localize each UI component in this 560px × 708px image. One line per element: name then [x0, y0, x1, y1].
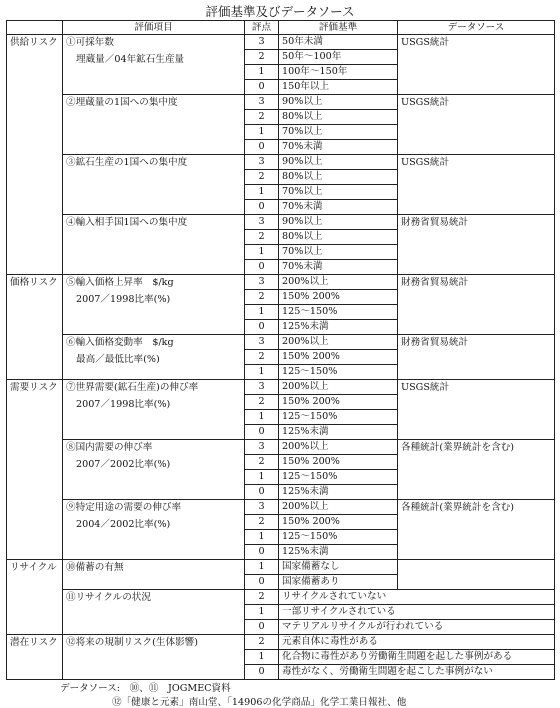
- criterion-cell: 70%未満: [279, 260, 398, 275]
- criterion-cell: 200%以上: [279, 440, 398, 455]
- header-criteria: 評価基準: [279, 21, 398, 35]
- score-cell: 3: [245, 155, 279, 170]
- score-cell: 3: [245, 335, 279, 350]
- score-cell: 1: [245, 470, 279, 485]
- data-source-cell: USGS統計: [398, 35, 555, 95]
- header-category: [7, 21, 63, 35]
- risk-category: 供給リスク: [7, 35, 63, 275]
- criterion-cell: 125～150%: [279, 470, 398, 485]
- item-formula: 2004／2002比率(%): [76, 519, 171, 530]
- score-cell: 2: [245, 110, 279, 125]
- criterion-cell: 80%以上: [279, 230, 398, 245]
- criterion-cell: 80%以上: [279, 170, 398, 185]
- score-cell: 1: [245, 650, 279, 665]
- criterion-cell: 125～150%: [279, 530, 398, 545]
- table-row: [7, 635, 555, 650]
- table-row: [7, 35, 555, 50]
- evaluation-item: [63, 500, 245, 560]
- score-cell: 3: [245, 35, 279, 50]
- criterion-cell: 150年以上: [279, 80, 398, 95]
- criterion-cell: 100年～150年: [279, 65, 398, 80]
- score-cell: 0: [245, 140, 279, 155]
- criterion-cell: 200%以上: [279, 275, 398, 290]
- score-cell: 1: [245, 245, 279, 260]
- header-source: データソース: [398, 21, 555, 35]
- score-cell: 2: [245, 455, 279, 470]
- table-row: [7, 215, 555, 230]
- evaluation-item: [63, 380, 245, 440]
- item-name: ⑩備蓄の有無: [66, 562, 124, 573]
- table-row: [7, 560, 555, 575]
- score-cell: 1: [245, 560, 279, 575]
- score-cell: 2: [245, 515, 279, 530]
- score-cell: 0: [245, 260, 279, 275]
- item-name: ⑤輸入価格上昇率 $/kg: [66, 277, 174, 288]
- score-cell: 0: [245, 575, 279, 590]
- score-cell: 2: [245, 350, 279, 365]
- item-name: ⑨特定用途の需要の伸び率: [66, 502, 182, 513]
- criterion-cell: 125%未満: [279, 320, 398, 335]
- table-row: [7, 440, 555, 455]
- evaluation-item: [63, 635, 245, 680]
- score-cell: 1: [245, 410, 279, 425]
- score-cell: 1: [245, 605, 279, 620]
- score-cell: 3: [245, 500, 279, 515]
- risk-category: 潜在リスク: [7, 635, 63, 680]
- criterion-cell: リサイクルされていない: [279, 590, 555, 605]
- table-row: [7, 155, 555, 170]
- evaluation-item: [63, 335, 245, 380]
- criterion-cell: 150% 200%: [279, 395, 398, 410]
- footer-source-note-1: データソース: ⑩、⑪ JOGMEC資料: [60, 683, 231, 694]
- score-cell: 2: [245, 50, 279, 65]
- score-cell: 0: [245, 425, 279, 440]
- header-item: 評価項目: [63, 21, 245, 35]
- score-cell: 3: [245, 275, 279, 290]
- data-source-cell: 各種統計(業界統計を含む): [398, 440, 555, 500]
- criterion-cell: 125～150%: [279, 305, 398, 320]
- page-title: 評価基準及びデータソース: [205, 4, 355, 19]
- evaluation-item: [63, 35, 245, 95]
- criterion-cell: 国家備蓄なし: [279, 560, 398, 575]
- criterion-cell: 150% 200%: [279, 515, 398, 530]
- evaluation-item: [63, 440, 245, 500]
- score-cell: 1: [245, 530, 279, 545]
- score-cell: 2: [245, 395, 279, 410]
- item-name: ⑫将来の規制リスク(生体影響): [66, 637, 199, 648]
- item-formula: 2007／1998比率(%): [76, 399, 171, 410]
- score-cell: 2: [245, 170, 279, 185]
- score-cell: 3: [245, 380, 279, 395]
- item-name: ④輸入相手国1国への集中度: [66, 217, 188, 228]
- criterion-cell: 90%以上: [279, 155, 398, 170]
- criterion-cell: 125%未満: [279, 425, 398, 440]
- evaluation-item: [63, 275, 245, 335]
- score-cell: 0: [245, 620, 279, 635]
- score-cell: 2: [245, 230, 279, 245]
- item-name: ②埋蔵量の1国への集中度: [66, 97, 178, 108]
- footer-source-note-2: ⑫「健康と元素」南山堂、「14906の化学商品」化学工業日報社、他: [112, 697, 407, 708]
- risk-category: 需要リスク: [7, 380, 63, 560]
- score-cell: 0: [245, 485, 279, 500]
- criterion-cell: 150% 200%: [279, 290, 398, 305]
- criterion-cell: 150% 200%: [279, 350, 398, 365]
- criterion-cell: 50年～100年: [279, 50, 398, 65]
- item-name: ⑦世界需要(鉱石生産)の伸び率: [66, 382, 199, 393]
- criterion-cell: 150% 200%: [279, 455, 398, 470]
- table-row: [7, 590, 555, 605]
- table-row: [7, 500, 555, 515]
- score-cell: 0: [245, 320, 279, 335]
- criterion-cell: 化合物に毒性があり労働衛生問題を起した事例がある: [279, 650, 555, 665]
- score-cell: 2: [245, 290, 279, 305]
- item-name: ⑪リサイクルの状況: [66, 592, 151, 603]
- risk-category: リサイクル: [7, 560, 63, 635]
- score-cell: 3: [245, 95, 279, 110]
- evaluation-item: [63, 95, 245, 155]
- table-header-row: [7, 21, 555, 35]
- score-cell: 1: [245, 65, 279, 80]
- item-formula: 最高／最低比率(%): [76, 354, 160, 365]
- score-cell: 0: [245, 545, 279, 560]
- score-cell: 0: [245, 80, 279, 95]
- criterion-cell: マテリアルリサイクルが行われている: [279, 620, 555, 635]
- risk-category: 価格リスク: [7, 275, 63, 380]
- header-score: 評点: [245, 21, 279, 35]
- criterion-cell: 125～150%: [279, 410, 398, 425]
- criterion-cell: 125%未満: [279, 545, 398, 560]
- criterion-cell: 50年未満: [279, 35, 398, 50]
- criterion-cell: 元素自体に毒性がある: [279, 635, 555, 650]
- data-source-cell: USGS統計: [398, 155, 555, 215]
- criterion-cell: 125～150%: [279, 365, 398, 380]
- criterion-cell: 70%以上: [279, 185, 398, 200]
- score-cell: 0: [245, 665, 279, 680]
- table-row: [7, 275, 555, 290]
- table-body: [7, 35, 555, 680]
- evaluation-item: [63, 560, 245, 590]
- data-source-cell: [398, 560, 555, 590]
- score-cell: 2: [245, 635, 279, 650]
- criterion-cell: 90%以上: [279, 215, 398, 230]
- data-source-cell: 各種統計(業界統計を含む): [398, 500, 555, 560]
- criterion-cell: 70%以上: [279, 245, 398, 260]
- item-formula: 埋蔵量／04年鉱石生産量: [76, 54, 185, 65]
- evaluation-item: [63, 155, 245, 215]
- score-cell: 1: [245, 305, 279, 320]
- data-source-cell: 財務省貿易統計: [398, 215, 555, 275]
- evaluation-item: [63, 215, 245, 275]
- criterion-cell: 200%以上: [279, 335, 398, 350]
- criterion-cell: 70%以上: [279, 125, 398, 140]
- item-name: ⑥輸入価格変動率 $/kg: [66, 337, 174, 348]
- score-cell: 3: [245, 440, 279, 455]
- item-name: ⑧国内需要の伸び率: [66, 442, 153, 453]
- data-source-cell: USGS統計: [398, 380, 555, 440]
- data-source-cell: USGS統計: [398, 95, 555, 155]
- criterion-cell: 80%以上: [279, 110, 398, 125]
- criterion-cell: 毒性がなく、労働衛生問題を起こした事例がない: [279, 665, 555, 680]
- data-source-cell: 財務省貿易統計: [398, 335, 555, 380]
- criterion-cell: 国家備蓄あり: [279, 575, 398, 590]
- table-row: [7, 95, 555, 110]
- item-formula: 2007／1998比率(%): [76, 294, 171, 305]
- score-cell: 1: [245, 125, 279, 140]
- evaluation-item: [63, 590, 245, 635]
- score-cell: 1: [245, 365, 279, 380]
- criterion-cell: 125%未満: [279, 485, 398, 500]
- item-name: ①可採年数: [66, 37, 114, 48]
- criterion-cell: 90%以上: [279, 95, 398, 110]
- table-row: [7, 335, 555, 350]
- score-cell: 1: [245, 185, 279, 200]
- item-name: ③鉱石生産の1国への集中度: [66, 157, 188, 168]
- score-cell: 2: [245, 590, 279, 605]
- score-cell: 3: [245, 215, 279, 230]
- criterion-cell: 一部リサイクルされている: [279, 605, 555, 620]
- criterion-cell: 70%未満: [279, 200, 398, 215]
- criterion-cell: 200%以上: [279, 380, 398, 395]
- data-source-cell: 財務省貿易統計: [398, 275, 555, 335]
- criterion-cell: 200%以上: [279, 500, 398, 515]
- criterion-cell: 70%未満: [279, 140, 398, 155]
- item-formula: 2007／2002比率(%): [76, 459, 171, 470]
- table-row: [7, 380, 555, 395]
- score-cell: 0: [245, 200, 279, 215]
- criteria-table: [6, 20, 555, 680]
